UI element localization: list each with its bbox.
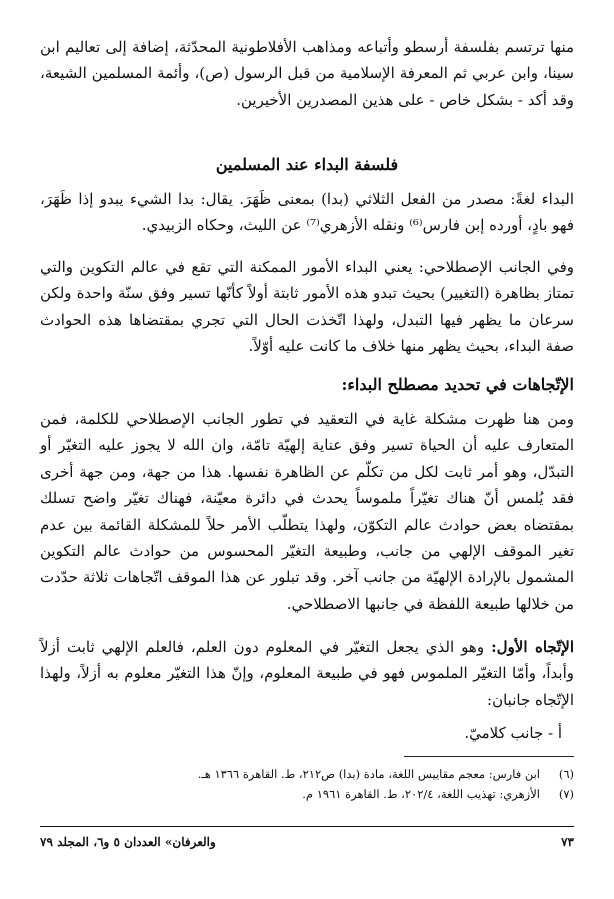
trends-heading: الإتّجاهات في تحديد مصطلح البداء:	[341, 375, 574, 394]
section-heading: فلسفة البداء عند المسلمين	[215, 155, 399, 174]
first-trend-text: وهو الذي يجعل التغيّر في المعلوم دون العلم، فالعلم الإلهي ثابت أزلاً وأبداً، وأمّا التغيّر الملموس فهو في طبيعة المعلوم، وإنّ هذا التغيّر معلوم به أزلاً، ولهذا الإتّجاه جانبان:	[40, 638, 574, 709]
footnote-divider	[404, 756, 574, 757]
page-footer	[40, 832, 574, 852]
footer-divider	[40, 826, 574, 827]
first-trend-label: الإتّجاه الأول:	[491, 638, 574, 656]
document-page	[40, 34, 574, 899]
technical-definition-paragraph: وفي الجانب الإصطلاحي: يعني البداء الأمور الممكنة التي تقع في عالم التكوين والتي تمتاز بظاهرة (التغيير) بحيث تبدو هذه الأمور ثابتة أولاً كأنّها تسير وفق سنّة واحدة ولكن سرعان ما يظهر فيها التبدل، ولهذا اتّخذت الحال التي تجري بمقتضاها هذه الحوادث صفة البداء، بحيث يظهر منها خلاف ما كانت عليه أوّلاً.	[40, 258, 574, 356]
journal-info: والعرفان» العددان ٥ و٦، المجلد ٧٩	[40, 835, 216, 849]
linguistic-definition-paragraph: البداء لغةً: مصدر من الفعل الثلاثي (بدا) بمعنى ظَهَرَ. يقال: بدا الشيء يبدو إذا ظَهَرَ، فهو بادٍ، أورده إبن فارس⁽⁶⁾ ونقله الأزهري⁽⁷⁾ عن الليث، وحكاه الزبيدي.	[40, 190, 574, 235]
footnotes	[40, 764, 574, 804]
footnote-6	[40, 764, 574, 784]
footnote-text: ابن فارس: معجم مقاييس اللغة، مادة (بدا) ص٢١٢، ط. القاهرة ١٣٦٦ هـ.	[197, 767, 540, 781]
footnote-number: (٧)	[558, 787, 574, 801]
footnote-7	[40, 784, 574, 804]
main-paragraph: ومن هنا ظهرت مشكلة غاية في التعقيد في تطور الجانب الإصطلاحي للكلمة، فمن المتعارف عليه أن الحياة تسير وفق عناية إلهيّة تامّة، وان الله لا يجوز عليه التغيّر أو التبدّل، وهو أمر ثابت لكل من تكلّم عن الظاهرة نفسها. هذا من جهة، ومن جهة أخرى فقد يُلمس أنّ هناك تغيّراً ملموساً يحدث في دائرة معيّنة، فهناك تغيّر واضح تسلك بمقتضاه بعض حوادث عالم التكوّن، ولهذا يتطلّب الأمر حلاً للمشكلة القائمة بين عدم تغير الموقف الإلهي من جانب، وطبيعة التغيّر المحسوس من حوادث عالم التكوين المشمول بالإرادة الإلهيّة من جانب آخر. وقد تبلور عن هذا الموقف اتّجاهات ثلاثة حدّدت من خلالها طبيعة اللفظة في جانبها الاصطلاحي.	[40, 410, 574, 613]
page-number: ٧٣	[561, 835, 574, 849]
footnote-number: (٦)	[558, 767, 574, 781]
list-item-a: أ - جانب كلاميّ.	[464, 724, 562, 742]
first-trend-paragraph	[40, 634, 574, 713]
intro-paragraph: منها ترتسم بفلسفة أرسطو وأتباعه ومذاهب الأفلاطونية المحدّثة، إضافة إلى تعاليم ابن سينا، وابن عربي ثم المعرفة الإسلامية من قبل الرسول (ص)، وأئمة المسلمين الشيعة، وقد أكد - بشكل خاص - على هذين المصدرين الأخيرين.	[40, 38, 574, 109]
footnote-text: الأزهري: تهذيب اللغة، ٢٠٢/٤، ط. القاهرة ١٩٦١ م.	[302, 787, 540, 801]
